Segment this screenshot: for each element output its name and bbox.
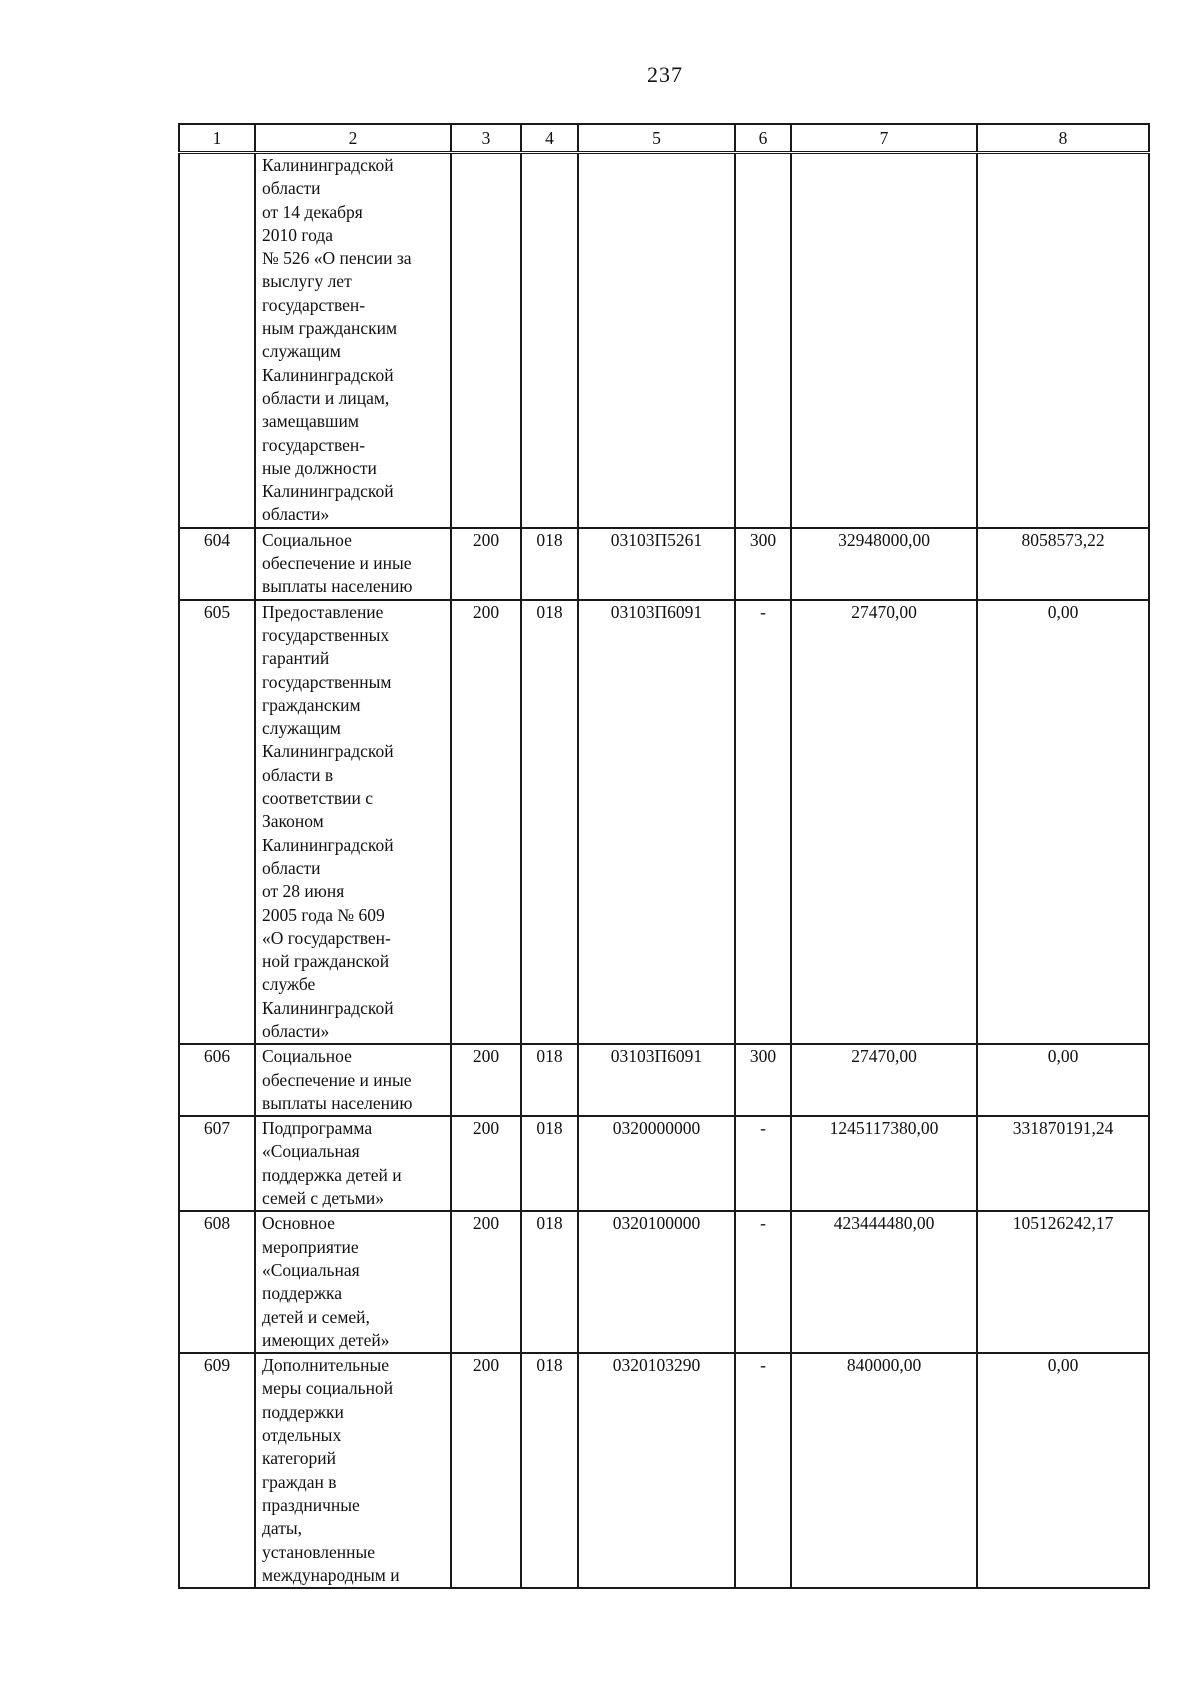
cell-col4: 018	[521, 528, 578, 600]
row-number: 605	[179, 600, 255, 1045]
cell-col4	[521, 153, 578, 528]
cell-col5: 03103П6091	[578, 600, 735, 1045]
cell-col4: 018	[521, 1353, 578, 1588]
row-number: 608	[179, 1211, 255, 1353]
cell-col6: -	[735, 1116, 791, 1211]
cell-col8: 0,00	[977, 1044, 1149, 1116]
row-number: 607	[179, 1116, 255, 1211]
row-name: Предоставление государственных гарантий государственным гражданским служащим Калининградской области в соответствии с Законом Калининградской области от 28 июня 2005 года № 609 «О государствен- ной гражданской службе Калининградской области»	[255, 600, 451, 1045]
cell-col4: 018	[521, 1211, 578, 1353]
cell-col6: -	[735, 1353, 791, 1588]
column-header-1: 1	[179, 124, 255, 153]
cell-col5	[578, 153, 735, 528]
column-header-2: 2	[255, 124, 451, 153]
table-row	[179, 1353, 1149, 1588]
cell-col3: 200	[451, 1116, 521, 1211]
column-header-8: 8	[977, 124, 1149, 153]
cell-col6: 300	[735, 1044, 791, 1116]
cell-col3: 200	[451, 528, 521, 600]
cell-col5: 03103П6091	[578, 1044, 735, 1116]
cell-col6	[735, 153, 791, 528]
table-row	[179, 1211, 1149, 1353]
cell-col7: 27470,00	[791, 1044, 977, 1116]
cell-col3: 200	[451, 600, 521, 1045]
row-number	[179, 153, 255, 528]
cell-col3: 200	[451, 1353, 521, 1588]
cell-col3: 200	[451, 1211, 521, 1353]
table-row	[179, 1044, 1149, 1116]
column-header-4: 4	[521, 124, 578, 153]
cell-col8: 0,00	[977, 1353, 1149, 1588]
row-number: 606	[179, 1044, 255, 1116]
cell-col6: -	[735, 1211, 791, 1353]
cell-col5: 03103П5261	[578, 528, 735, 600]
column-header-5: 5	[578, 124, 735, 153]
cell-col5: 0320100000	[578, 1211, 735, 1353]
cell-col7: 840000,00	[791, 1353, 977, 1588]
cell-col4: 018	[521, 600, 578, 1045]
row-name: Подпрограмма «Социальная поддержка детей и семей с детьми»	[255, 1116, 451, 1211]
cell-col8: 331870191,24	[977, 1116, 1149, 1211]
row-number: 604	[179, 528, 255, 600]
row-name: Социальное обеспечение и иные выплаты населению	[255, 1044, 451, 1116]
row-name: Основное мероприятие «Социальная поддержка детей и семей, имеющих детей»	[255, 1211, 451, 1353]
table-row	[179, 600, 1149, 1045]
cell-col8	[977, 153, 1149, 528]
cell-col6: 300	[735, 528, 791, 600]
table-row	[179, 528, 1149, 600]
page-number: 237	[647, 62, 683, 87]
cell-col7: 32948000,00	[791, 528, 977, 600]
cell-col5: 0320103290	[578, 1353, 735, 1588]
row-number: 609	[179, 1353, 255, 1588]
cell-col4: 018	[521, 1116, 578, 1211]
cell-col3	[451, 153, 521, 528]
column-header-3: 3	[451, 124, 521, 153]
cell-col5: 0320000000	[578, 1116, 735, 1211]
cell-col4: 018	[521, 1044, 578, 1116]
header-row	[179, 124, 1149, 153]
row-name: Калининградской области от 14 декабря 2010 года № 526 «О пенсии за выслугу лет государствен- ным гражданским служащим Калининградской области и лицам, замещавшим государствен- ные должности Калининградской области»	[255, 153, 451, 528]
row-name: Дополнительные меры социальной поддержки отдельных категорий граждан в праздничные даты, установленные международным и	[255, 1353, 451, 1588]
row-name: Социальное обеспечение и иные выплаты населению	[255, 528, 451, 600]
cell-col8: 105126242,17	[977, 1211, 1149, 1353]
table-row	[179, 153, 1149, 528]
column-header-6: 6	[735, 124, 791, 153]
budget-table	[178, 123, 1150, 1589]
cell-col7: 27470,00	[791, 600, 977, 1045]
column-header-7: 7	[791, 124, 977, 153]
cell-col6: -	[735, 600, 791, 1045]
cell-col7	[791, 153, 977, 528]
cell-col8: 8058573,22	[977, 528, 1149, 600]
cell-col8: 0,00	[977, 600, 1149, 1045]
table-row	[179, 1116, 1149, 1211]
cell-col3: 200	[451, 1044, 521, 1116]
cell-col7: 1245117380,00	[791, 1116, 977, 1211]
cell-col7: 423444480,00	[791, 1211, 977, 1353]
